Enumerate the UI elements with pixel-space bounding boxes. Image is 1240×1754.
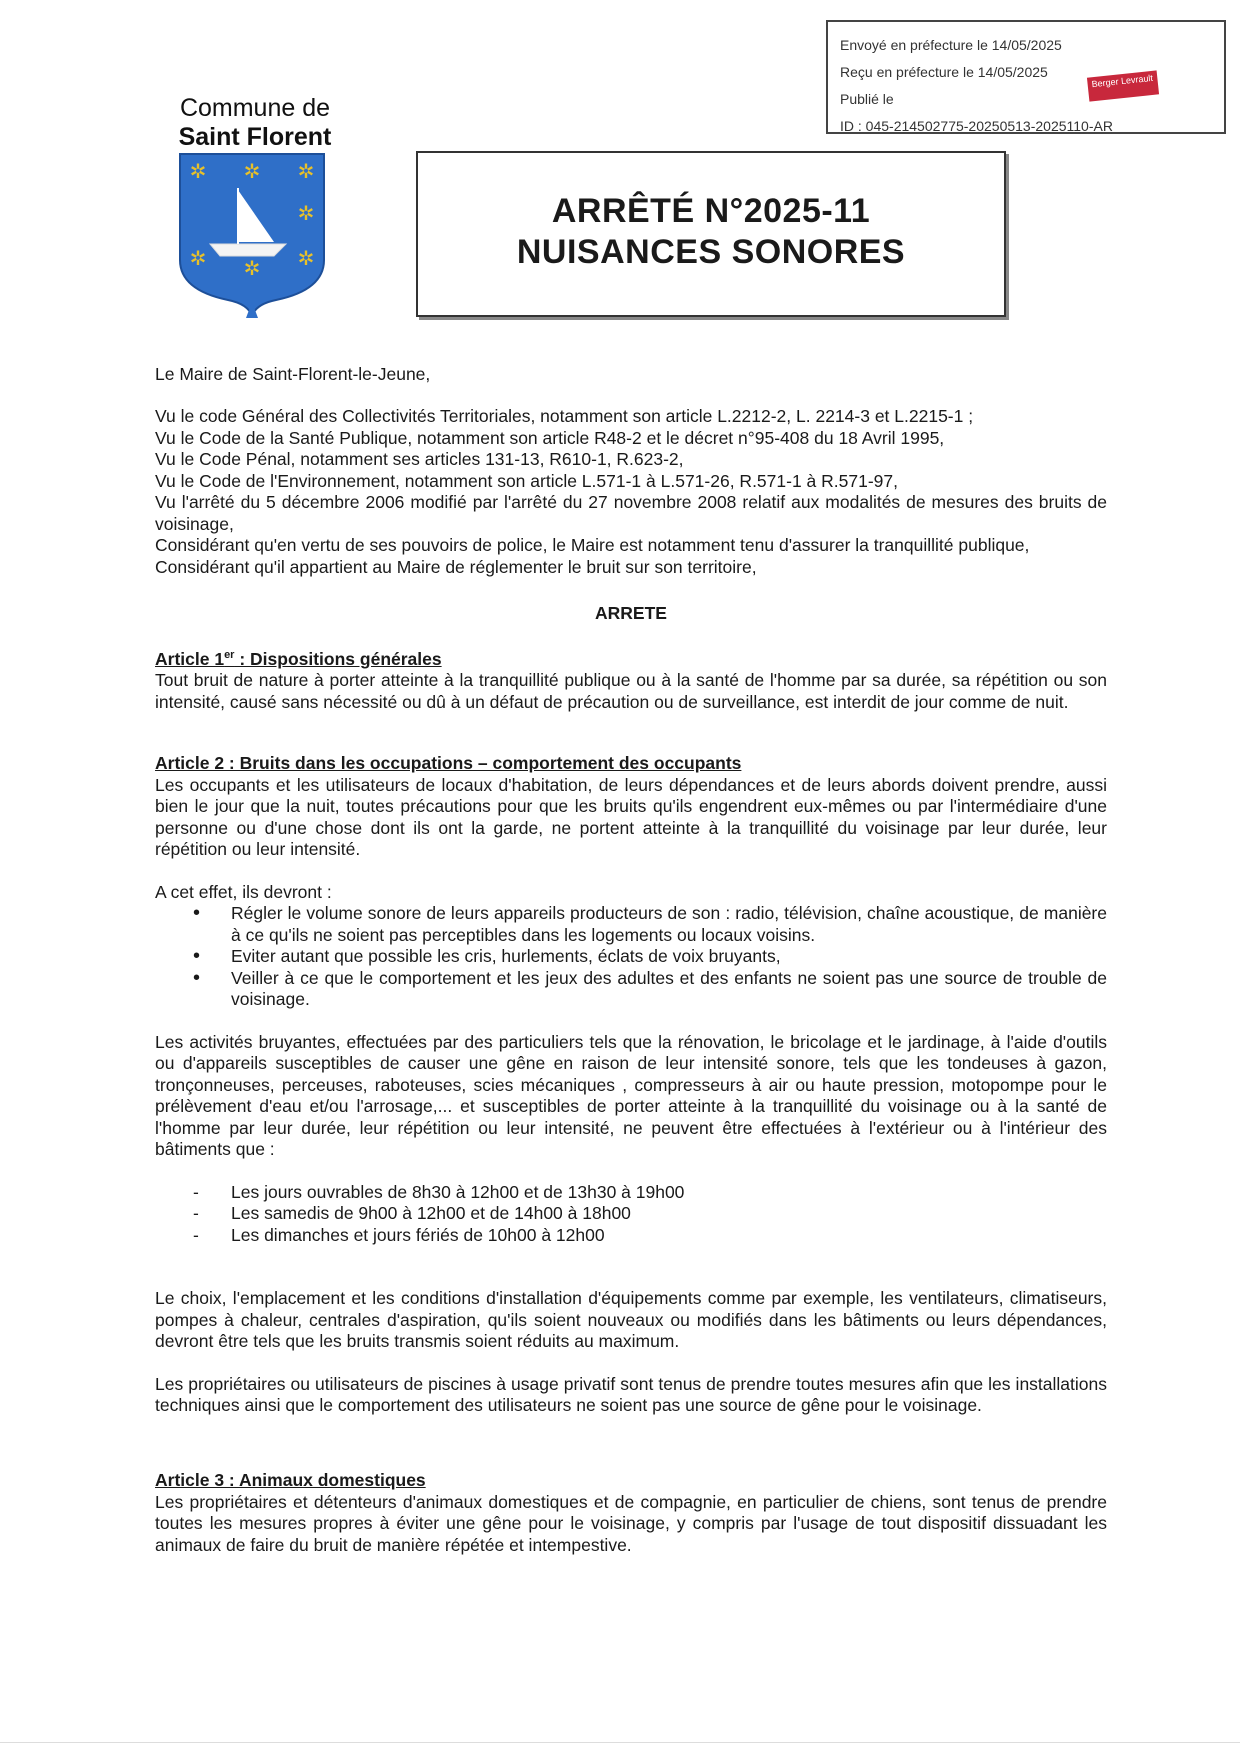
svg-text:✲: ✲ — [189, 246, 207, 270]
article-2-lead: A cet effet, ils devront : — [155, 881, 332, 902]
commune-header — [150, 94, 360, 152]
prefecture-stamp — [826, 20, 1226, 134]
visa-line: Vu le Code de l'Environnement, notamment son article L.571-1 à L.571-26, R.571-1 à R.571-97, — [155, 470, 898, 491]
article-2 — [155, 753, 1107, 1417]
berger-levrault-logo: Berger Levrault — [1087, 70, 1159, 101]
stamp-published: Publié le — [840, 91, 894, 107]
intro: Le Maire de Saint-Florent-le-Jeune, — [155, 364, 431, 384]
list-item: • Eviter autant que possible les cris, hurlements, éclats de voix bruyants, — [155, 946, 1107, 968]
article-3-heading: Article 3 : Animaux domestiques — [155, 1470, 426, 1490]
schedule-item: - Les jours ouvrables de 8h30 à 12h00 et de 13h30 à 19h00 — [155, 1182, 1107, 1204]
page-bottom-edge — [0, 1742, 1240, 1743]
stamp-received-date: Reçu en préfecture le 14/05/2025 — [840, 64, 1048, 80]
considerant-line: Considérant qu'en vertu de ses pouvoirs de police, le Maire est notamment tenu d'assurer la tranquillité publique, — [155, 535, 1030, 555]
article-1-text: Tout bruit de nature à porter atteinte à la tranquillité publique ou à la santé de l'homme par sa durée, sa répétition ou son intensité, causé sans nécessité ou dû à un défaut de précaution ou de surveillance, est interdit de jour comme de nuit. — [155, 670, 1107, 712]
article-2-para2: Les activités bruyantes, effectuées par des particuliers tels que la rénovation, le bricolage et le jardinage, à l'aide d'outils ou d'appareils susceptibles de causer une gêne en raison de leur intensité sonore, tels que les tondeuses à gazon, tronçonneuses, perceuses, raboteuses, scies mécaniques , compresseurs à air ou haute pression, motopompe pour le prélèvement d'eau et/ou l'arrosage,... et susceptibles de porter atteinte à la tranquillité du voisinage ou à la santé de l'homme par leur durée, leur répétition ou leur intensité, ne peuvent être effectuées à l'extérieur ou à l'intérieur des bâtiments que : — [155, 1031, 1107, 1159]
visa-line: Vu le Code de la Santé Publique, notamment son article R48-2 et le décret n°95-408 du 18 Avril 1995, — [155, 427, 945, 448]
decree-subject: NUISANCES SONORES — [516, 233, 906, 271]
coat-of-arms-icon — [176, 150, 328, 323]
stamp-id: ID : 045-214502775-20250513-2025110-AR — [840, 118, 1113, 134]
list-item: • Régler le volume sonore de leurs appareils producteurs de son : radio, télévision, chaîne acoustique, de manière à ce qu'ils ne soient pas perceptibles dans les logements ou locaux voisins. — [155, 903, 1107, 946]
schedule-list — [155, 1182, 1107, 1247]
article-3 — [155, 1470, 1107, 1556]
svg-text:✲: ✲ — [189, 159, 207, 183]
visa-line: Vu le Code Pénal, notamment ses articles 131-13, R610-1, R.623-2, — [155, 449, 684, 469]
article-1 — [155, 645, 1107, 713]
article-2-heading: Article 2 : Bruits dans les occupations – comportement des occupants — [155, 753, 742, 773]
commune-name: Saint Florent — [178, 123, 332, 151]
arrete-heading: ARRETE — [595, 603, 667, 623]
svg-text:✲: ✲ — [297, 159, 315, 183]
visas-block — [155, 406, 1107, 578]
visa-line: Vu l'arrêté du 5 décembre 2006 modifié par l'arrêté du 27 novembre 2008 relatif aux modalités de mesures des bruits de voisinage, — [155, 492, 1107, 534]
schedule-item: - Les dimanches et jours fériés de 10h00 à 12h00 — [155, 1225, 1107, 1247]
schedule-item: - Les samedis de 9h00 à 12h00 et de 14h00 à 18h00 — [155, 1203, 1107, 1225]
decree-title-box — [416, 151, 1006, 317]
stamp-sent-date: Envoyé en préfecture le 14/05/2025 — [840, 37, 1062, 53]
list-item: • Veiller à ce que le comportement et les jeux des adultes et des enfants ne soient pas une source de trouble de voisinage. — [155, 968, 1107, 1011]
svg-text:✲: ✲ — [243, 256, 261, 280]
considerant-line: Considérant qu'il appartient au Maire de réglementer le bruit sur son territoire, — [155, 556, 757, 577]
article-3-text: Les propriétaires et détenteurs d'animaux domestiques et de compagnie, en particulier de chiens, sont tenus de prendre toutes les mesures propres à éviter une gêne pour le voisinage, y compris par l'usage de tout dispositif dissuadant les animaux de faire du bruit de manière répétée et intempestive. — [155, 1491, 1107, 1555]
article-2-para1: Les occupants et les utilisateurs de locaux d'habitation, de leurs dépendances et de leurs abords doivent prendre, aussi bien le jour que la nuit, toutes précautions pour que les bruits qu'ils engendrent eux-mêmes ou par l'intermédiaire d'une personne ou d'une chose dont ils ont la garde, ne portent atteinte à la tranquillité du voisinage par leur durée, leur répétition ou leur intensité. — [155, 774, 1107, 859]
commune-line1: Commune de — [179, 94, 331, 122]
article-2-bullets — [155, 903, 1107, 1011]
article-1-heading: Article 1er : Dispositions générales — [155, 648, 442, 669]
article-2-para4: Les propriétaires ou utilisateurs de piscines à usage privatif sont tenus de prendre toutes mesures afin que les installations techniques ainsi que le comportement des utilisateurs ne soient pas une source de gêne pour le voisinage. — [155, 1373, 1107, 1415]
svg-text:✲: ✲ — [297, 246, 315, 270]
svg-text:✲: ✲ — [297, 201, 315, 225]
article-2-para3: Le choix, l'emplacement et les conditions d'installation d'équipements comme par exemple, les ventilateurs, climatiseurs, pompes à chaleur, centrales d'aspiration, qu'ils soient nouveaux ou modifiés dans les bâtiments ou leurs dépendances, devront être tels que les bruits transmis soient réduits au maximum. — [155, 1288, 1107, 1351]
svg-text:✲: ✲ — [243, 159, 261, 183]
visa-line: Vu le code Général des Collectivités Territoriales, notamment son article L.2212-2, L. 2214-3 et L.2215-1 ; — [155, 406, 974, 426]
decree-number: ARRÊTÉ N°2025-11 — [551, 192, 871, 230]
